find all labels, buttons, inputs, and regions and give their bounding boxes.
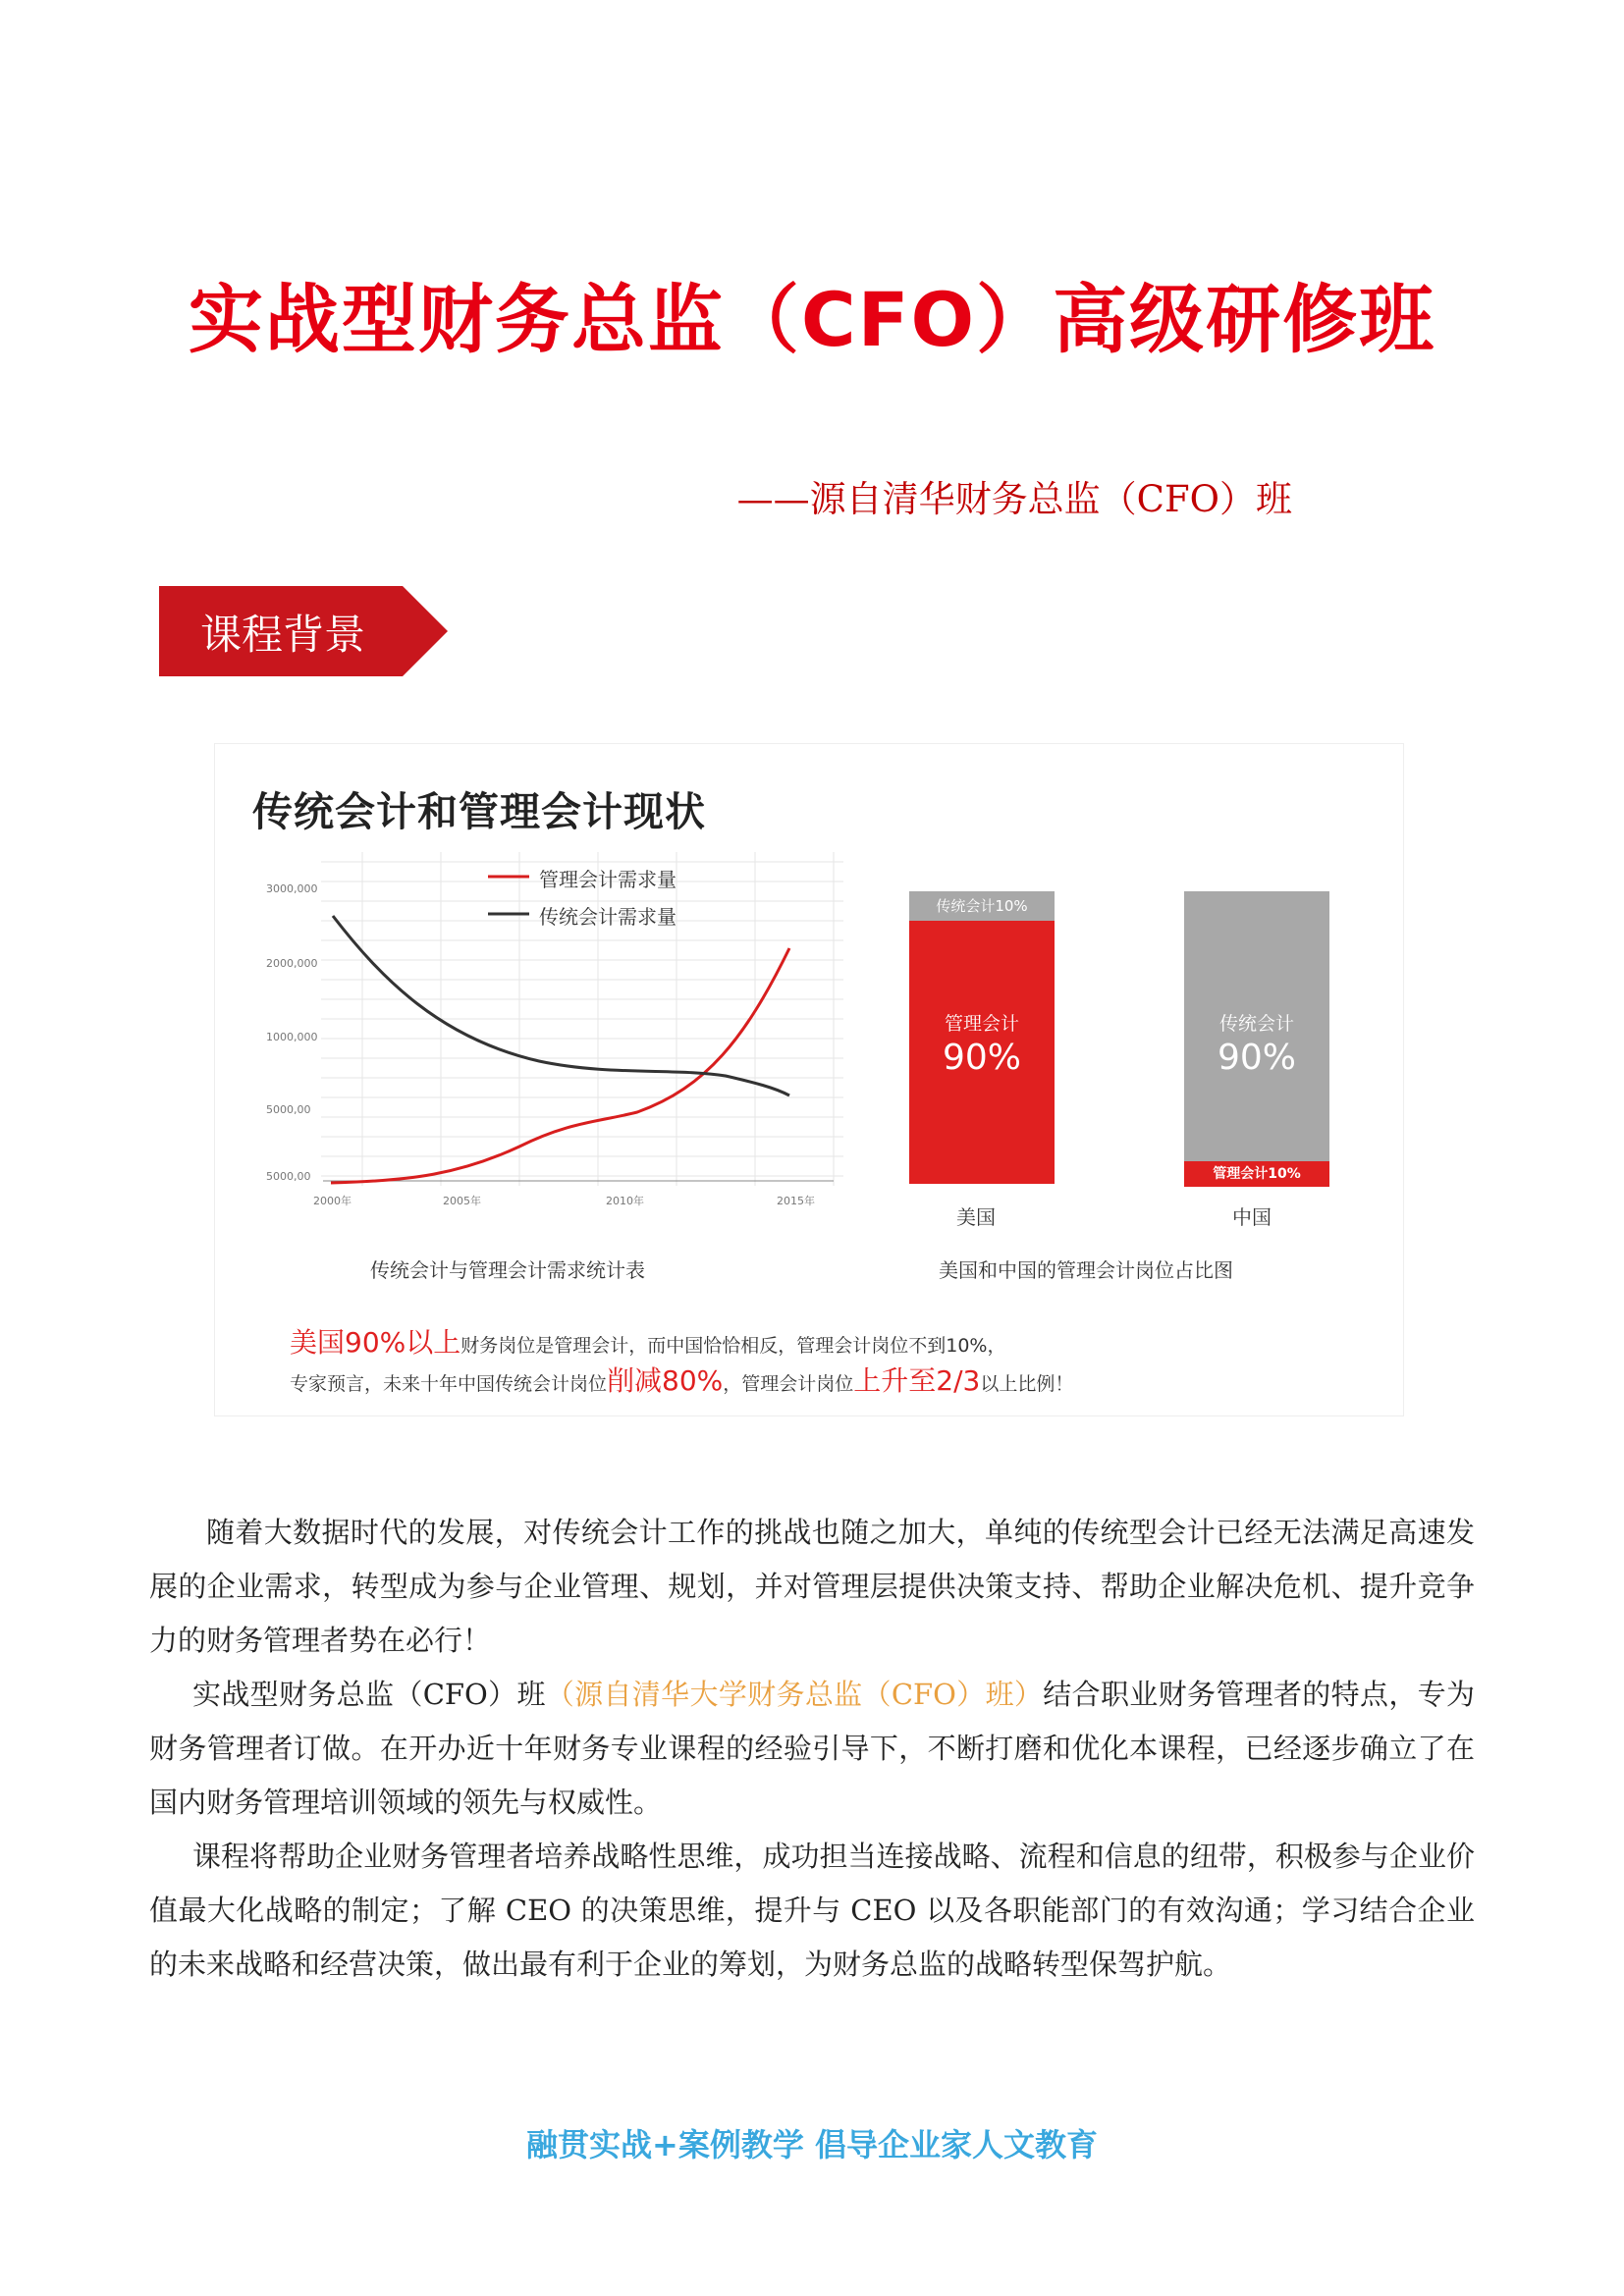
bar-china-management-segment: 管理会计10% — [1184, 1161, 1329, 1187]
paragraph-3: 课程将帮助企业财务管理者培养战略性思维，成功担当连接战略、流程和信息的纽带，积极参与企业价值最大化战略的制定；了解 CEO 的决策思维，提升与 CEO 以及各职能部门的有效沟通；学习结合企业的未来战略和经营决策，做出最有利于企业的筹划，为财务总监的战略转型保驾护航。 — [149, 1840, 1475, 1981]
section-tag-label: 课程背景 — [200, 611, 366, 659]
bar-china-label: 中国 — [1232, 1205, 1272, 1229]
legend-management: 管理会计需求量 — [539, 868, 677, 891]
y-tick: 1000,000 — [266, 1031, 318, 1043]
x-tick: 2015年 — [777, 1195, 815, 1207]
y-tick: 5000,00 — [266, 1103, 311, 1116]
figure-title: 传统会计和管理会计现状 — [252, 788, 706, 835]
paragraph-1: 随着大数据时代的发展，对传统会计工作的挑战也随之加大，单纯的传统型会计已经无法满足高速发展的企业需求，转型成为参与企业管理、规划，并对管理层提供决策支持、帮助企业解决危机、提升竞争力的财务管理者势在必行！ — [149, 1516, 1475, 1657]
y-tick: 5000,00 — [266, 1170, 311, 1183]
page-title: 实战型财务总监（CFO）高级研修班 — [188, 276, 1436, 363]
bar-usa-label: 美国 — [956, 1205, 996, 1229]
section-tag — [159, 586, 448, 676]
traditional-demand-line — [333, 916, 789, 1095]
page-subtitle: ——源自清华财务总监（CFO）班 — [736, 478, 1292, 520]
bar-usa-traditional-segment: 传统会计10% — [909, 891, 1055, 921]
bar-china-traditional-segment: 传统会计 90% — [1184, 891, 1329, 1161]
line-chart-curves — [215, 744, 843, 1235]
figure-note-line-1: 美国90%以上财务岗位是管理会计，而中国恰恰相反，管理会计岗位不到10%， — [290, 1326, 1006, 1359]
line-chart-caption: 传统会计与管理会计需求统计表 — [370, 1258, 645, 1282]
x-tick: 2000年 — [313, 1195, 352, 1207]
figure-note-line-2: 专家预言，未来十年中国传统会计岗位削减80%，管理会计岗位上升至2/3以上比例！ — [290, 1364, 1074, 1397]
x-tick: 2010年 — [606, 1195, 644, 1207]
y-tick: 3000,000 — [266, 882, 318, 895]
paragraph-2: 实战型财务总监（CFO）班（源自清华大学财务总监（CFO）班）结合职业财务管理者的特点，专为财务管理者订做。在开办近十年财务专业课程的经验引导下，不断打磨和优化本课程，已经逐步确立了在国内财务管理培训领域的领先与权威性。 — [149, 1678, 1475, 1819]
legend-traditional: 传统会计需求量 — [539, 905, 677, 929]
x-tick: 2005年 — [443, 1195, 481, 1207]
figure-image — [214, 743, 1404, 1416]
bar-chart-caption: 美国和中国的管理会计岗位占比图 — [939, 1258, 1233, 1282]
bar-usa-management-segment: 管理会计 90% — [909, 921, 1055, 1184]
y-tick: 2000,000 — [266, 957, 318, 970]
footer-slogan: 融贯实战+案例教学 倡导企业家人文教育 — [526, 2126, 1098, 2163]
